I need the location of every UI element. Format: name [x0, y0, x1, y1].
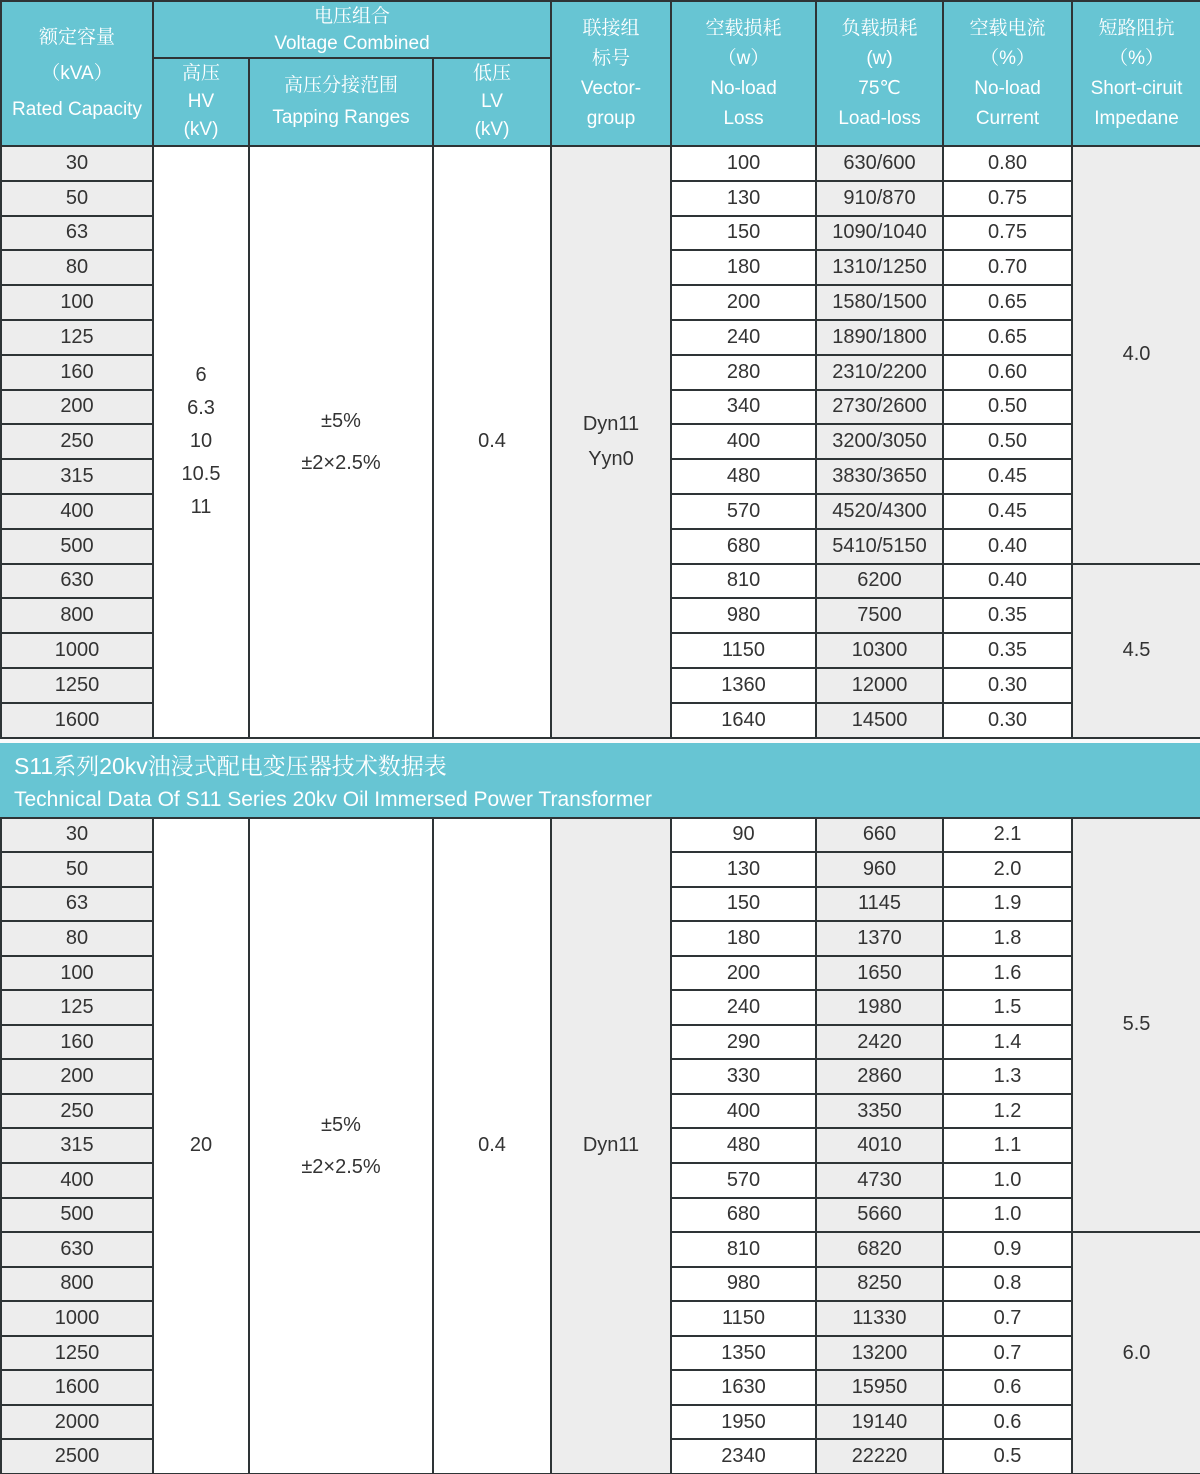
no-load-loss-cell: 240: [671, 320, 816, 355]
no-load-current-cell: 0.6: [943, 1370, 1072, 1405]
capacity-cell: 500: [1, 529, 153, 564]
header-line: （%）: [1109, 47, 1164, 69]
section-banner: [0, 743, 1200, 817]
capacity-cell: 100: [1, 285, 153, 320]
capacity-cell: 30: [1, 818, 153, 853]
tapping-range-cell: [249, 146, 433, 738]
load-loss-cell: 22220: [816, 1439, 943, 1474]
header-lv: [433, 58, 551, 146]
no-load-current-cell: 1.1: [943, 1128, 1072, 1163]
table-row: [1, 146, 1200, 181]
no-load-loss-cell: 480: [671, 459, 816, 494]
no-load-loss-cell: 180: [671, 250, 816, 285]
no-load-current-cell: 2.0: [943, 852, 1072, 887]
hv-cell: [153, 818, 249, 1474]
capacity-cell: 50: [1, 852, 153, 887]
load-loss-cell: 3350: [816, 1094, 943, 1129]
header-line: Loss: [723, 107, 764, 129]
capacity-cell: 63: [1, 216, 153, 251]
no-load-loss-cell: 100: [671, 146, 816, 181]
load-loss-cell: 1890/1800: [816, 320, 943, 355]
header-load-loss: [816, 1, 943, 146]
load-loss-cell: 4520/4300: [816, 494, 943, 529]
no-load-current-cell: 0.5: [943, 1439, 1072, 1474]
capacity-cell: 2000: [1, 1405, 153, 1440]
header-tapping-ranges: [249, 58, 433, 146]
no-load-loss-cell: 2340: [671, 1439, 816, 1474]
tapping-range-cell: [249, 818, 433, 1474]
capacity-cell: 630: [1, 1232, 153, 1267]
cell-line: 10: [189, 430, 213, 453]
load-loss-cell: 8250: [816, 1267, 943, 1302]
no-load-loss-cell: 200: [671, 956, 816, 991]
header-line: Tapping Ranges: [272, 107, 410, 128]
capacity-cell: 800: [1, 598, 153, 633]
no-load-current-cell: 0.45: [943, 494, 1072, 529]
capacity-cell: 500: [1, 1198, 153, 1233]
table-body-20kv: [1, 818, 1200, 1474]
no-load-current-cell: 0.8: [943, 1267, 1072, 1302]
header-line: Short-ciruit: [1090, 77, 1183, 99]
header-line: （w）: [717, 47, 770, 69]
no-load-current-cell: 0.50: [943, 390, 1072, 425]
no-load-loss-cell: 400: [671, 424, 816, 459]
no-load-current-cell: 0.50: [943, 424, 1072, 459]
header-line: 高压: [181, 63, 220, 84]
no-load-current-cell: 0.75: [943, 216, 1072, 251]
load-loss-cell: 12000: [816, 668, 943, 703]
header-line: group: [586, 107, 636, 129]
no-load-loss-cell: 680: [671, 1198, 816, 1233]
cell-line: ±5%: [321, 409, 361, 432]
no-load-loss-cell: 150: [671, 887, 816, 922]
capacity-cell: 160: [1, 1025, 153, 1060]
capacity-cell: 1000: [1, 1301, 153, 1336]
header-line: LV: [481, 91, 503, 112]
cell-line: Dyn11: [582, 1134, 640, 1157]
no-load-current-cell: 0.30: [943, 668, 1072, 703]
load-loss-cell: 11330: [816, 1301, 943, 1336]
capacity-cell: 315: [1, 459, 153, 494]
load-loss-cell: 1580/1500: [816, 285, 943, 320]
capacity-cell: 200: [1, 1059, 153, 1094]
capacity-cell: 80: [1, 921, 153, 956]
header-voltage-combined: [153, 1, 551, 58]
no-load-current-cell: 0.65: [943, 285, 1072, 320]
header-line: (w): [866, 47, 893, 69]
no-load-loss-cell: 240: [671, 990, 816, 1025]
header-line: （kVA）: [41, 62, 113, 84]
header-no-load-current: [943, 1, 1072, 146]
impedance-cell: 5.5: [1072, 818, 1200, 1233]
vector-group-cell: [551, 818, 671, 1474]
load-loss-cell: 3830/3650: [816, 459, 943, 494]
header-line: Load-loss: [838, 107, 921, 129]
header-line: 联接组: [582, 17, 640, 39]
header-line: 低压: [473, 63, 512, 84]
no-load-loss-cell: 90: [671, 818, 816, 853]
header-line: 空载损耗: [705, 17, 782, 39]
hv-cell: [153, 146, 249, 738]
load-loss-cell: 1650: [816, 956, 943, 991]
no-load-loss-cell: 1640: [671, 703, 816, 738]
impedance-cell: 6.0: [1072, 1232, 1200, 1474]
no-load-loss-cell: 130: [671, 181, 816, 216]
header-line: No-load: [974, 77, 1041, 99]
capacity-cell: 400: [1, 1163, 153, 1198]
no-load-current-cell: 0.9: [943, 1232, 1072, 1267]
impedance-cell: 4.0: [1072, 146, 1200, 564]
banner-title-en: Technical Data Of S11 Series 20kv Oil Immersed Power Transformer: [14, 787, 653, 811]
cell-line: ±2×2.5%: [301, 451, 381, 474]
load-loss-cell: 960: [816, 852, 943, 887]
header-line: Rated Capacity: [12, 98, 142, 120]
vector-group-cell: [551, 146, 671, 738]
capacity-cell: 800: [1, 1267, 153, 1302]
no-load-current-cell: 0.40: [943, 529, 1072, 564]
no-load-loss-cell: 980: [671, 598, 816, 633]
table-row: [1, 818, 1200, 853]
capacity-cell: 1600: [1, 1370, 153, 1405]
banner-title-cn: S11系列20kv油浸式配电变压器技术数据表: [14, 752, 447, 779]
load-loss-cell: 15950: [816, 1370, 943, 1405]
lv-cell: 0.4: [433, 146, 551, 738]
load-loss-cell: 10300: [816, 633, 943, 668]
no-load-current-cell: 0.75: [943, 181, 1072, 216]
table-body-10kv: [1, 146, 1200, 738]
header-hv: [153, 58, 249, 146]
load-loss-cell: 14500: [816, 703, 943, 738]
capacity-cell: 125: [1, 320, 153, 355]
no-load-current-cell: 0.60: [943, 355, 1072, 390]
impedance-cell: 4.5: [1072, 564, 1200, 738]
no-load-loss-cell: 810: [671, 1232, 816, 1267]
header-line: Impedane: [1094, 107, 1179, 129]
no-load-current-cell: 0.35: [943, 598, 1072, 633]
no-load-loss-cell: 330: [671, 1059, 816, 1094]
load-loss-cell: 4010: [816, 1128, 943, 1163]
cell-line: 6.3: [187, 397, 215, 420]
capacity-cell: 200: [1, 390, 153, 425]
no-load-loss-cell: 680: [671, 529, 816, 564]
capacity-cell: 30: [1, 146, 153, 181]
capacity-cell: 1000: [1, 633, 153, 668]
load-loss-cell: 6820: [816, 1232, 943, 1267]
no-load-loss-cell: 980: [671, 1267, 816, 1302]
header-line: 空载电流: [969, 17, 1046, 39]
no-load-loss-cell: 570: [671, 494, 816, 529]
header-line: Voltage Combined: [274, 32, 430, 54]
load-loss-cell: 5660: [816, 1198, 943, 1233]
header-line: 标号: [592, 47, 631, 69]
cell-line: 6: [195, 364, 207, 387]
no-load-loss-cell: 150: [671, 216, 816, 251]
header-vector-group: [551, 1, 671, 146]
capacity-cell: 250: [1, 424, 153, 459]
no-load-current-cell: 0.7: [943, 1336, 1072, 1371]
no-load-loss-cell: 180: [671, 921, 816, 956]
header-line: 电压组合: [314, 5, 391, 27]
no-load-loss-cell: 1150: [671, 1301, 816, 1336]
no-load-current-cell: 1.4: [943, 1025, 1072, 1060]
cell-line: 11: [190, 496, 212, 519]
load-loss-cell: 1145: [816, 887, 943, 922]
load-loss-cell: 1980: [816, 990, 943, 1025]
load-loss-cell: 4730: [816, 1163, 943, 1198]
capacity-cell: 630: [1, 564, 153, 599]
no-load-current-cell: 1.6: [943, 956, 1072, 991]
load-loss-cell: 630/600: [816, 146, 943, 181]
load-loss-cell: 910/870: [816, 181, 943, 216]
capacity-cell: 2500: [1, 1439, 153, 1474]
load-loss-cell: 13200: [816, 1336, 943, 1371]
cell-line: ±5%: [321, 1113, 361, 1136]
no-load-current-cell: 1.9: [943, 887, 1072, 922]
header-line: No-load: [710, 77, 777, 99]
header-rated-capacity: [1, 1, 153, 146]
capacity-cell: 1600: [1, 703, 153, 738]
load-loss-cell: 5410/5150: [816, 529, 943, 564]
load-loss-cell: 660: [816, 818, 943, 853]
no-load-current-cell: 2.1: [943, 818, 1072, 853]
no-load-loss-cell: 810: [671, 564, 816, 599]
no-load-loss-cell: 130: [671, 852, 816, 887]
no-load-loss-cell: 400: [671, 1094, 816, 1129]
no-load-loss-cell: 1360: [671, 668, 816, 703]
lv-cell: 0.4: [433, 818, 551, 1474]
header-row-top: [1, 1, 1200, 58]
no-load-current-cell: 1.5: [943, 990, 1072, 1025]
cell-line: 10.5: [181, 463, 221, 486]
no-load-current-cell: 0.70: [943, 250, 1072, 285]
header-line: Current: [975, 107, 1040, 129]
no-load-current-cell: 1.3: [943, 1059, 1072, 1094]
capacity-cell: 315: [1, 1128, 153, 1163]
table-header: [1, 1, 1200, 146]
capacity-cell: 63: [1, 887, 153, 922]
capacity-cell: 1250: [1, 1336, 153, 1371]
load-loss-cell: 6200: [816, 564, 943, 599]
no-load-current-cell: 0.40: [943, 564, 1072, 599]
no-load-loss-cell: 1950: [671, 1405, 816, 1440]
header-line: 75℃: [858, 77, 901, 99]
header-line: 短路阻抗: [1098, 17, 1175, 39]
no-load-loss-cell: 200: [671, 285, 816, 320]
capacity-cell: 160: [1, 355, 153, 390]
no-load-loss-cell: 280: [671, 355, 816, 390]
header-line: 额定容量: [38, 26, 115, 48]
capacity-cell: 100: [1, 956, 153, 991]
header-line: (kV): [183, 119, 219, 140]
capacity-cell: 1250: [1, 668, 153, 703]
cell-line: ±2×2.5%: [301, 1155, 381, 1178]
no-load-current-cell: 1.0: [943, 1163, 1072, 1198]
no-load-current-cell: 1.0: [943, 1198, 1072, 1233]
no-load-current-cell: 0.7: [943, 1301, 1072, 1336]
header-no-load-loss: [671, 1, 816, 146]
no-load-current-cell: 0.45: [943, 459, 1072, 494]
load-loss-cell: 1370: [816, 921, 943, 956]
load-loss-cell: 7500: [816, 598, 943, 633]
capacity-cell: 80: [1, 250, 153, 285]
no-load-loss-cell: 290: [671, 1025, 816, 1060]
load-loss-cell: 1090/1040: [816, 216, 943, 251]
no-load-current-cell: 1.2: [943, 1094, 1072, 1129]
cell-line: Yyn0: [588, 447, 634, 470]
cell-line: Dyn11: [582, 412, 640, 435]
header-line: (kV): [474, 119, 510, 140]
load-loss-cell: 1310/1250: [816, 250, 943, 285]
spec-table-20kv: [0, 817, 1200, 1474]
load-loss-cell: 2860: [816, 1059, 943, 1094]
header-line: （%）: [980, 47, 1035, 69]
capacity-cell: 125: [1, 990, 153, 1025]
no-load-current-cell: 1.8: [943, 921, 1072, 956]
capacity-cell: 250: [1, 1094, 153, 1129]
load-loss-cell: 3200/3050: [816, 424, 943, 459]
header-line: 负载损耗: [841, 17, 918, 39]
cell-line: 20: [189, 1134, 213, 1157]
header-line: 高压分接范围: [283, 75, 398, 96]
no-load-loss-cell: 1350: [671, 1336, 816, 1371]
no-load-current-cell: 0.6: [943, 1405, 1072, 1440]
load-loss-cell: 19140: [816, 1405, 943, 1440]
capacity-cell: 400: [1, 494, 153, 529]
load-loss-cell: 2730/2600: [816, 390, 943, 425]
no-load-current-cell: 0.35: [943, 633, 1072, 668]
no-load-loss-cell: 340: [671, 390, 816, 425]
no-load-loss-cell: 1150: [671, 633, 816, 668]
no-load-loss-cell: 480: [671, 1128, 816, 1163]
no-load-loss-cell: 1630: [671, 1370, 816, 1405]
header-short-circuit-impedance: [1072, 1, 1200, 146]
header-line: Vector-: [580, 77, 642, 99]
header-line: HV: [187, 91, 215, 112]
no-load-loss-cell: 570: [671, 1163, 816, 1198]
no-load-current-cell: 0.30: [943, 703, 1072, 738]
load-loss-cell: 2420: [816, 1025, 943, 1060]
no-load-current-cell: 0.80: [943, 146, 1072, 181]
no-load-current-cell: 0.65: [943, 320, 1072, 355]
load-loss-cell: 2310/2200: [816, 355, 943, 390]
capacity-cell: 50: [1, 181, 153, 216]
